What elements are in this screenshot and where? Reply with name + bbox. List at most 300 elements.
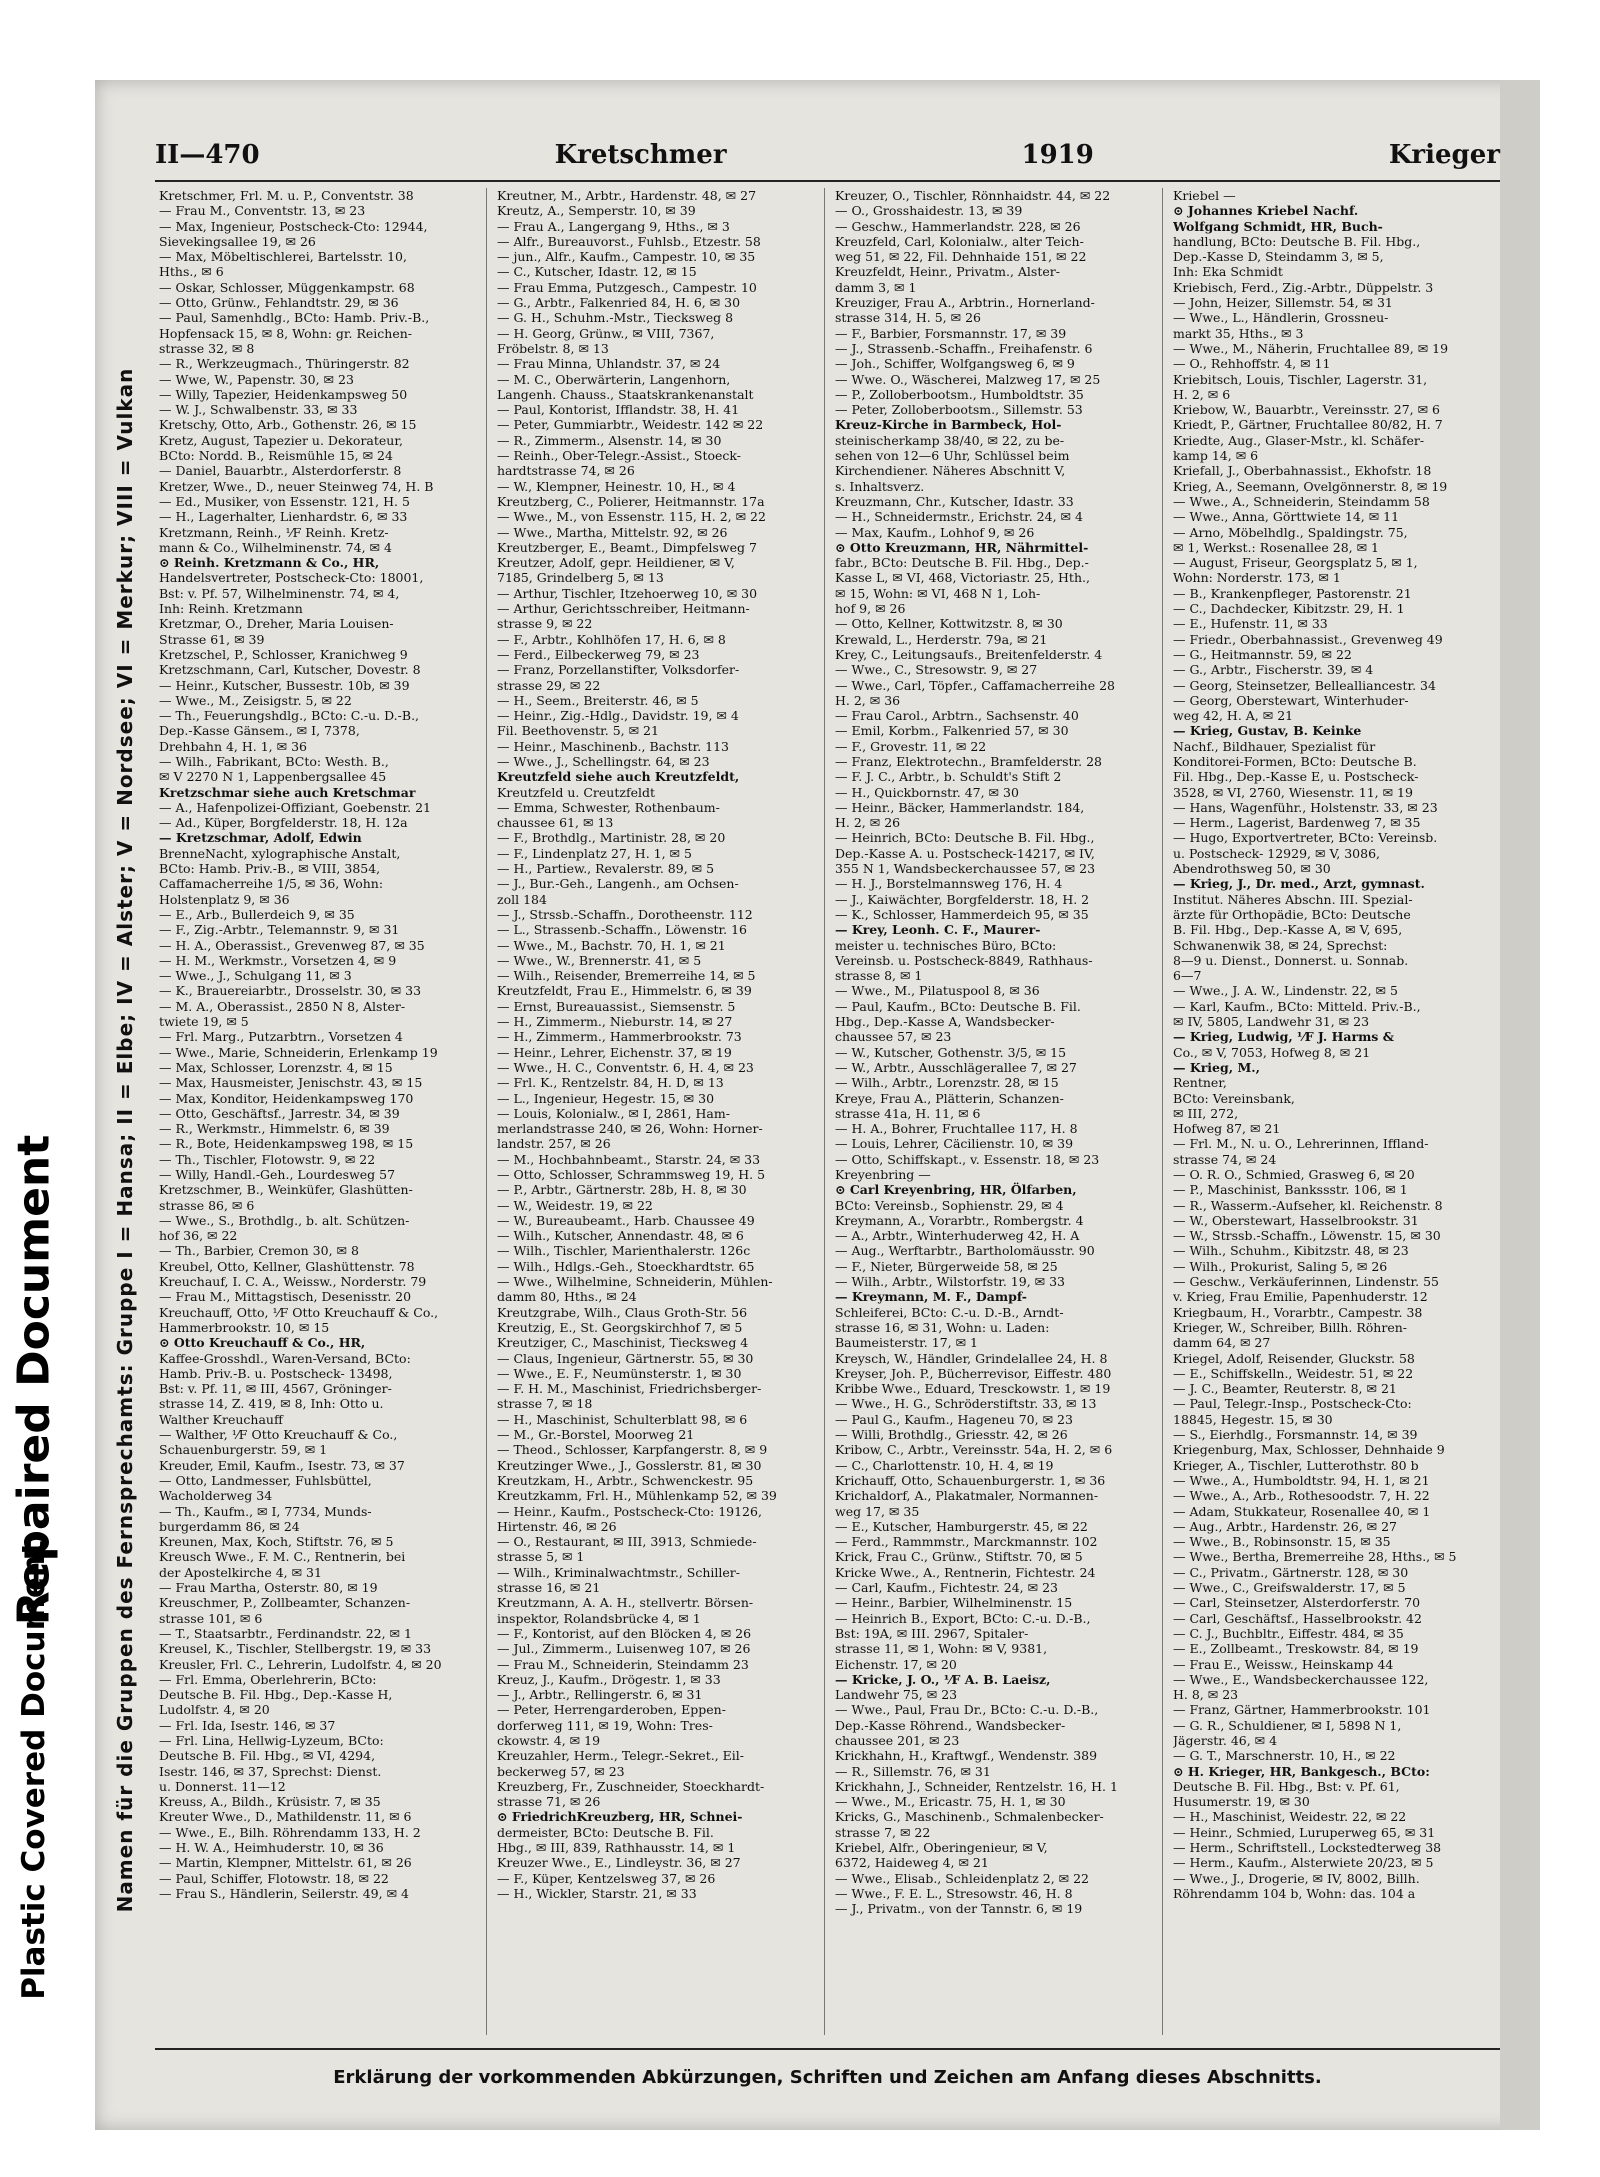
directory-entry: — Arthur, Tischler, Itzehoerweg 10, ✉ 30 bbox=[497, 585, 758, 601]
directory-entry: der Apostelkirche 4, ✉ 31 bbox=[159, 1564, 322, 1580]
directory-entry: — Wwe., C., Greifswalderstr. 17, ✉ 5 bbox=[1173, 1580, 1406, 1596]
directory-entry: Isestr. 146, ✉ 37, Sprechst: Dienst. bbox=[159, 1763, 382, 1779]
directory-entry: Deutsche B. Fil. Hbg., ✉ VI, 4294, bbox=[159, 1748, 376, 1764]
directory-entry: — Frl. Emma, Oberlehrerin, BCto: bbox=[159, 1671, 377, 1687]
directory-entry: — Krieg, Gustav, B. Keinke bbox=[1173, 723, 1362, 739]
directory-entry: — Wwe., W., Brennerstr. 41, ✉ 5 bbox=[497, 952, 702, 968]
directory-entry: Kricke Wwe., A., Rentnerin, Fichtestr. 24 bbox=[835, 1564, 1096, 1580]
directory-entry: Institut. Näheres Abschn. III. Spezial- bbox=[1173, 891, 1413, 907]
directory-entry: — Kreymann, M. F., Dampf- bbox=[835, 1289, 1027, 1305]
directory-entry: — Wwe., A., Schneiderin, Steindamm 58 bbox=[1173, 493, 1430, 509]
directory-entry: — Jul., Zimmerm., Luisenweg 107, ✉ 26 bbox=[497, 1641, 751, 1657]
directory-entry: — Adam, Stukkateur, Rosenallee 40, ✉ 1 bbox=[1173, 1503, 1431, 1519]
directory-entry: BCto: Vereinsbank, bbox=[1173, 1090, 1295, 1106]
page-header bbox=[155, 135, 1500, 175]
directory-entry: — F. J. C., Arbtr., b. Schuldt's Stift 2 bbox=[835, 769, 1062, 785]
directory-entry: — E., Schiffskelln., Weidestr. 51, ✉ 22 bbox=[1173, 1365, 1414, 1381]
directory-entry: sehen von 12—6 Uhr, Schlüssel beim bbox=[835, 448, 1070, 464]
directory-entry: — Otto, Schiffskapt., v. Essenstr. 18, ✉ 23 bbox=[835, 1151, 1100, 1167]
directory-entry: — W., Kutscher, Gothenstr. 3/5, ✉ 15 bbox=[835, 1044, 1067, 1060]
directory-entry: Krickhahn, J., Schneider, Rentzelstr. 16, H. 1 bbox=[835, 1778, 1118, 1794]
directory-entry: — Friedr., Oberbahnassist., Grevenweg 49 bbox=[1173, 631, 1443, 647]
directory-entry: — Heinr., Maschinenb., Bachstr. 113 bbox=[497, 738, 730, 754]
directory-entry: — Th., Feuerungshdlg., BCto: C.-u. D.-B., bbox=[159, 708, 420, 724]
directory-entry: Kreuder, Emil, Kaufm., Isestr. 73, ✉ 37 bbox=[159, 1457, 405, 1473]
directory-entry: ⊙ FriedrichKreuzberg, HR, Schnei- bbox=[497, 1809, 743, 1825]
directory-entry: — Heinr., Kutscher, Bussestr. 10b, ✉ 39 bbox=[159, 677, 410, 693]
directory-entry: Kreusel, K., Tischler, Stellbergstr. 19, ✉ 33 bbox=[159, 1641, 432, 1657]
directory-entry: Fröbelstr. 8, ✉ 13 bbox=[497, 340, 609, 356]
directory-entry: — Willy, Tapezier, Heidenkampsweg 50 bbox=[159, 386, 408, 402]
directory-entry: — W., Oberstewart, Hasselbrookstr. 31 bbox=[1173, 1212, 1419, 1228]
directory-entry: — Aug., Arbtr., Hardenstr. 26, ✉ 27 bbox=[1173, 1518, 1397, 1534]
directory-entry: 6—7 bbox=[1173, 968, 1202, 984]
directory-entry: Kreutzinger Wwe., J., Gosslerstr. 81, ✉ 30 bbox=[497, 1457, 762, 1473]
directory-entry: — Ad., Küper, Borgfelderstr. 18, H. 12a bbox=[159, 815, 408, 831]
directory-entry: — W., Bureaubeamt., Harb. Chaussee 49 bbox=[497, 1212, 755, 1228]
directory-entry: Kricks, G., Maschinenb., Schmalenbecker- bbox=[835, 1809, 1104, 1825]
directory-entry: — Ernst, Bureauassist., Siemsenstr. 5 bbox=[497, 998, 736, 1014]
directory-entry: — Herm., Schriftstell., Lockstedterweg 38 bbox=[1173, 1840, 1442, 1856]
directory-entry: Kreutzer, Adolf, gepr. Heildiener, ✉ V, bbox=[497, 555, 735, 571]
directory-entry: strasse 16, ✉ 31, Wohn: u. Laden: bbox=[835, 1319, 1050, 1335]
directory-entry: — G., Heitmannstr. 59, ✉ 22 bbox=[1173, 646, 1352, 662]
directory-entry: — H., Wickler, Starstr. 21, ✉ 33 bbox=[497, 1885, 697, 1901]
directory-entry: — C., Dachdecker, Kibitzstr. 29, H. 1 bbox=[1173, 601, 1405, 617]
directory-entry: Kreuchauff, Otto, ⅟F Otto Kreuchauff & Co., bbox=[159, 1304, 439, 1320]
directory-entry: — G. R., Schuldiener, ✉ I, 5898 N 1, bbox=[1173, 1717, 1402, 1733]
directory-entry: — Otto, Landmesser, Fuhlsbüttel, bbox=[159, 1472, 372, 1488]
directory-entry: — Claus, Ingenieur, Gärtnerstr. 55, ✉ 30 bbox=[497, 1350, 754, 1366]
directory-entry: — Wwe., Bertha, Bremerreihe 28, Hths., ✉ 5 bbox=[1173, 1549, 1457, 1565]
directory-entry: Holstenplatz 9, ✉ 36 bbox=[159, 891, 290, 907]
directory-entry: Wacholderweg 34 bbox=[159, 1488, 273, 1504]
directory-entry: Hirtenstr. 46, ✉ 26 bbox=[497, 1518, 617, 1534]
directory-entry: — Wilh., Reisender, Bremerreihe 14, ✉ 5 bbox=[497, 968, 756, 984]
directory-entry: Wohn: Norderstr. 173, ✉ 1 bbox=[1173, 570, 1341, 586]
directory-entry: — W., Weidestr. 19, ✉ 22 bbox=[497, 1197, 653, 1213]
directory-entry: — jun., Alfr., Kaufm., Campestr. 10, ✉ 35 bbox=[497, 249, 756, 265]
directory-entry: — R., Werkzeugmach., Thüringerstr. 82 bbox=[159, 356, 410, 372]
directory-entry: — Emma, Schwester, Rothenbaum- bbox=[497, 799, 720, 815]
directory-entry: BCto: Nordd. B., Reismühle 15, ✉ 24 bbox=[159, 448, 393, 464]
directory-entry: Kreutziger, C., Maschinist, Tiecksweg 4 bbox=[497, 1335, 749, 1351]
directory-entry: — W., Klempner, Heinestr. 10, H., ✉ 4 bbox=[497, 478, 736, 494]
directory-entry: — H., Zimmerm., Nieburstr. 14, ✉ 27 bbox=[497, 1014, 733, 1030]
directory-entry: — O. R. O., Schmied, Grasweg 6, ✉ 20 bbox=[1173, 1167, 1415, 1182]
directory-entry: — Wwe., B., Robinsonstr. 15, ✉ 35 bbox=[1173, 1534, 1391, 1550]
directory-entry: — A., Hafenpolizei-Offiziant, Goebenstr. 21 bbox=[159, 799, 432, 815]
directory-entry: Kriebisch, Ferd., Zig.-Arbtr., Düppelstr. 3 bbox=[1173, 279, 1434, 295]
directory-entry: — H., Zimmerm., Hammerbrookstr. 73 bbox=[497, 1029, 742, 1045]
directory-entry: Kreuz, J., Kaufm., Drögestr. 1, ✉ 33 bbox=[497, 1671, 721, 1687]
side-strip bbox=[0, 0, 68, 2177]
directory-entry: ⊙ Carl Kreyenbring, HR, Ölfarben, bbox=[835, 1182, 1077, 1198]
directory-entry: — J., Strassenb.-Schaffn., Freihafenstr. 6 bbox=[835, 340, 1093, 356]
directory-entry: Kreutzgrabe, Wilh., Claus Groth-Str. 56 bbox=[497, 1304, 748, 1320]
directory-entry: ✉ 15, Wohn: ✉ VI, 468 N 1, Loh- bbox=[835, 585, 1041, 601]
directory-entry: — R., Wasserm.-Aufseher, kl. Reichenstr. 8 bbox=[1173, 1197, 1443, 1213]
directory-entry: — M., Hochbahnbeamt., Starstr. 24, ✉ 33 bbox=[497, 1151, 761, 1167]
directory-entry: Handelsvertreter, Postscheck-Cto: 18001, bbox=[159, 570, 424, 586]
directory-entry: — Ed., Musiker, von Essenstr. 121, H. 5 bbox=[159, 493, 410, 509]
directory-entry: — E., Zollbeamt., Treskowstr. 84, ✉ 19 bbox=[1173, 1641, 1419, 1657]
directory-entry: — Joh., Schiffer, Wolfgangsweg 6, ✉ 9 bbox=[835, 356, 1075, 372]
directory-entry: — Arthur, Gerichtsschreiber, Heitmann- bbox=[497, 601, 750, 617]
directory-entry: — Paul G., Kaufm., Hageneu 70, ✉ 23 bbox=[835, 1411, 1073, 1427]
directory-entry: — F., Grovestr. 11, ✉ 22 bbox=[835, 738, 987, 754]
directory-entry: — Heinr., Schmied, Luruperweg 65, ✉ 31 bbox=[1173, 1824, 1436, 1840]
directory-entry: Krewald, L., Herderstr. 79a, ✉ 21 bbox=[835, 631, 1048, 647]
directory-entry: Dep.-Kasse Gänsem., ✉ I, 7378, bbox=[159, 723, 360, 739]
directory-entry: Kirchendiener. Näheres Abschnitt V, bbox=[835, 463, 1066, 479]
directory-entry: — Geschw., Verkäuferinnen, Lindenstr. 55 bbox=[1173, 1274, 1439, 1290]
column-2 bbox=[493, 188, 825, 2035]
directory-entry: Inh: Eka Schmidt bbox=[1173, 264, 1283, 280]
directory-entry: — Franz, Elektrotechn., Bramfelderstr. 28 bbox=[835, 753, 1102, 769]
directory-entry: — Peter, Gummiarbtr., Weidestr. 142 ✉ 22 bbox=[497, 417, 764, 433]
directory-entry: ⊙ H. Krieger, HR, Bankgesch., BCto: bbox=[1173, 1763, 1430, 1779]
directory-entry: strasse 71, ✉ 26 bbox=[497, 1794, 601, 1810]
directory-entry: Bst: 19A, ✉ III. 2967, Spitaler- bbox=[835, 1625, 1029, 1641]
directory-entry: — Kretzschmar, Adolf, Edwin bbox=[159, 830, 362, 846]
directory-entry: ✉ III, 272, bbox=[1173, 1105, 1239, 1121]
directory-entry: — H., Seem., Breiterstr. 46, ✉ 5 bbox=[497, 692, 699, 708]
directory-entry: ärzte für Orthopädie, BCto: Deutsche bbox=[1173, 906, 1411, 922]
directory-entry: Kreuzer Wwe., E., Lindleystr. 36, ✉ 27 bbox=[497, 1855, 741, 1871]
directory-entry: ✉ IV, 5805, Landwehr 31, ✉ 23 bbox=[1173, 1014, 1370, 1030]
directory-entry: — Wilh., Arbtr., Lorenzstr. 28, ✉ 15 bbox=[835, 1075, 1059, 1091]
directory-entry: — Wilh., Prokurist, Saling 5, ✉ 26 bbox=[1173, 1258, 1388, 1274]
directory-entry: Wolfgang Schmidt, HR, Buch- bbox=[1173, 218, 1383, 234]
directory-entry: — J., Arbtr., Rellingerstr. 6, ✉ 31 bbox=[497, 1687, 703, 1703]
directory-entry: — Frl. K., Rentzelstr. 84, H. D, ✉ 13 bbox=[497, 1075, 724, 1091]
directory-entry: — Wwe., E., Bilh. Röhrendamm 133, H. 2 bbox=[159, 1824, 421, 1840]
directory-entry: — G., Arbtr., Falkenried 84, H. 6, ✉ 30 bbox=[497, 295, 741, 311]
directory-entry: Krichauff, Otto, Schauenburgerstr. 1, ✉ 36 bbox=[835, 1472, 1106, 1488]
directory-entry: — Herm., Lagerist, Bardenweg 7, ✉ 35 bbox=[1173, 815, 1421, 831]
directory-entry: Kretzmann, Reinh., ⅟F Reinh. Kretz- bbox=[159, 524, 389, 540]
directory-entry: Drehbahn 4, H. 1, ✉ 36 bbox=[159, 738, 307, 754]
directory-entry: — Th., Tischler, Flotowstr. 9, ✉ 22 bbox=[159, 1151, 376, 1167]
directory-entry: — Krieg, J., Dr. med., Arzt, gymnast. bbox=[1173, 876, 1425, 892]
directory-entry: — H. A., Bohrer, Fruchtallee 117, H. 8 bbox=[835, 1121, 1078, 1137]
directory-entry: Kretz, August, Tapezier u. Dekorateur, bbox=[159, 432, 403, 448]
directory-entry: — H., Maschinist, Weidestr. 22, ✉ 22 bbox=[1173, 1809, 1407, 1825]
directory-entry: Landwehr 75, ✉ 23 bbox=[835, 1687, 958, 1703]
directory-entry: — G., Arbtr., Fischerstr. 39, ✉ 4 bbox=[1173, 662, 1374, 678]
directory-entry: — Wwe., E., Wandsbeckerchaussee 122, bbox=[1173, 1671, 1429, 1687]
directory-entry: Vereinsb. u. Postscheck-8849, Rathhaus- bbox=[835, 952, 1093, 968]
directory-entry: weg 51, ✉ 22, Fil. Dehnhaide 151, ✉ 22 bbox=[835, 249, 1087, 265]
directory-entry: — J. C., Beamter, Reuterstr. 8, ✉ 21 bbox=[1173, 1381, 1397, 1397]
directory-entry: chaussee 61, ✉ 13 bbox=[497, 815, 614, 831]
directory-entry: — Carl, Kaufm., Fichtestr. 24, ✉ 23 bbox=[835, 1580, 1058, 1596]
directory-entry: Hofweg 87, ✉ 21 bbox=[1173, 1121, 1281, 1137]
directory-entry: Inh: Reinh. Kretzmann bbox=[159, 601, 303, 617]
directory-entry: — Frau Emma, Putzgesch., Campestr. 10 bbox=[497, 279, 757, 295]
directory-entry: — Frl. Ida, Isestr. 146, ✉ 37 bbox=[159, 1717, 336, 1733]
directory-entry: Kretzschmar siehe auch Kretschmar bbox=[159, 784, 416, 800]
directory-entry: — Paul, Samenhdlg., BCto: Hamb. Priv.-B., bbox=[159, 310, 430, 326]
directory-entry: — Frau Minna, Uhlandstr. 37, ✉ 24 bbox=[497, 356, 721, 372]
directory-entry: Kribbe Wwe., Eduard, Tresckowstr. 1, ✉ 19 bbox=[835, 1381, 1111, 1397]
directory-entry: strasse 32, ✉ 8 bbox=[159, 340, 255, 356]
column-1 bbox=[155, 188, 487, 2035]
directory-entry: — O., Rehhoffstr. 4, ✉ 11 bbox=[1173, 356, 1331, 372]
directory-entry: — L., Ingenieur, Hegestr. 15, ✉ 30 bbox=[497, 1090, 715, 1106]
directory-entry: — H., Maschinist, Schulterblatt 98, ✉ 6 bbox=[497, 1411, 748, 1427]
directory-entry: Walther Kreuchauff bbox=[159, 1411, 283, 1427]
directory-entry: — Wwe., Elisab., Schleidenplatz 2, ✉ 22 bbox=[835, 1870, 1089, 1886]
directory-entry: — G. H., Schuhm.-Mstr., Tiecksweg 8 bbox=[497, 310, 734, 326]
directory-entry: ⊙ Reinh. Kretzmann & Co., HR, bbox=[159, 555, 380, 571]
directory-entry: 3528, ✉ VI, 2760, Wiesenstr. 11, ✉ 19 bbox=[1173, 784, 1413, 800]
directory-entry: — Krey, Leonh. C. F., Maurer- bbox=[835, 922, 1041, 938]
directory-entry: Kriefall, J., Oberbahnassist., Ekhofstr. 18 bbox=[1173, 463, 1432, 479]
directory-entry: damm 64, ✉ 27 bbox=[1173, 1335, 1271, 1351]
directory-entry: Kreuz-Kirche in Barmbeck, Hol- bbox=[835, 417, 1062, 433]
directory-entry: strasse 9, ✉ 22 bbox=[497, 616, 593, 632]
directory-entry: Kreymann, A., Vorarbtr., Rombergstr. 4 bbox=[835, 1212, 1084, 1228]
directory-entry: — Otto, Geschäftsf., Jarrestr. 34, ✉ 39 bbox=[159, 1105, 400, 1121]
directory-entry: — R., Sillemstr. 76, ✉ 31 bbox=[835, 1763, 991, 1779]
directory-entry: Kriegenburg, Max, Schlosser, Dehnhaide 9 bbox=[1173, 1442, 1445, 1458]
directory-entry: — Frl. Lina, Hellwig-Lyzeum, BCto: bbox=[159, 1732, 384, 1748]
directory-entry: handlung, BCto: Deutsche B. Fil. Hbg., bbox=[1173, 233, 1421, 249]
directory-entry: Kreusch Wwe., F. M. C., Rentnerin, bei bbox=[159, 1549, 406, 1565]
directory-entry: kamp 14, ✉ 6 bbox=[1173, 448, 1259, 464]
directory-entry: — Wwe., M., Näherin, Fruchtallee 89, ✉ 19 bbox=[1173, 340, 1449, 356]
directory-entry: — Wwe., A., Arb., Rothesoodstr. 7, H. 22 bbox=[1173, 1488, 1430, 1504]
directory-entry: — Wwe., Carl, Töpfer., Caffamacherreihe 28 bbox=[835, 677, 1115, 693]
directory-entry: — Herm., Kaufm., Alsterwiete 20/23, ✉ 5 bbox=[1173, 1855, 1434, 1871]
directory-entry: — H. J., Borstelmannsweg 176, H. 4 bbox=[835, 876, 1063, 892]
directory-entry: — E., Arb., Bullerdeich 9, ✉ 35 bbox=[159, 906, 355, 922]
directory-entry: u. Postscheck- 12929, ✉ V, 3086, bbox=[1173, 845, 1381, 861]
directory-entry: — Wwe., H. C., Conventstr. 6, H. 4, ✉ 23 bbox=[497, 1059, 754, 1075]
directory-entry: — C., Privatm., Gärtnerstr. 128, ✉ 30 bbox=[1173, 1564, 1409, 1580]
directory-entry: strasse 314, H. 5, ✉ 26 bbox=[835, 310, 981, 326]
directory-entry: Kreuzfeld, Carl, Kolonialw., alter Teich- bbox=[835, 233, 1084, 249]
directory-entry: hof 9, ✉ 26 bbox=[835, 601, 906, 617]
directory-entry: ✉ V 2270 N 1, Lappenbergsallee 45 bbox=[159, 769, 387, 785]
directory-entry: — Wilh., Schuhm., Kibitzstr. 48, ✉ 23 bbox=[1173, 1243, 1409, 1259]
directory-entry: Kretzschel, P., Schlosser, Kranichweg 9 bbox=[159, 646, 408, 662]
directory-entry: — F., Kontorist, auf den Blöcken 4, ✉ 26 bbox=[497, 1625, 752, 1641]
directory-entry: — John, Heizer, Sillemstr. 54, ✉ 31 bbox=[1173, 295, 1393, 311]
directory-entry: Kretzer, Wwe., D., neuer Steinweg 74, H. B bbox=[159, 478, 434, 494]
directory-entry: — Krieg, M., bbox=[1173, 1059, 1260, 1075]
directory-entry: Krieger, A., Tischler, Lutterothstr. 80 b bbox=[1173, 1457, 1419, 1473]
directory-entry: Kreutzfeldt, Frau E., Himmelstr. 6, ✉ 39 bbox=[497, 983, 752, 999]
directory-entry: Kreutzig, E., St. Georgskirchhof 7, ✉ 5 bbox=[497, 1319, 743, 1335]
header-right-word: Krieger bbox=[1388, 140, 1500, 170]
directory-entry: — W., Arbtr., Ausschlägerallee 7, ✉ 27 bbox=[835, 1059, 1077, 1075]
directory-entry: — Frl. Marg., Putzarbtrn., Vorsetzen 4 bbox=[159, 1029, 403, 1045]
directory-entry: Kaffee-Grosshdl., Waren-Versand, BCto: bbox=[159, 1350, 411, 1366]
directory-entry: Deutsche B. Fil. Hbg., Dep.-Kasse H, bbox=[159, 1687, 393, 1703]
directory-entry: Kriebel — bbox=[1173, 188, 1236, 203]
directory-entry: chaussee 57, ✉ 23 bbox=[835, 1029, 952, 1045]
directory-entry: — Max, Hausmeister, Jenischstr. 43, ✉ 15 bbox=[159, 1075, 423, 1091]
directory-entry: — Paul, Kontorist, Ifflandstr. 38, H. 41 bbox=[497, 402, 740, 418]
directory-entry: mann & Co., Wilhelminenstr. 74, ✉ 4 bbox=[159, 539, 392, 555]
directory-entry: Krieg, A., Seemann, Ovelgönnerstr. 8, ✉ 19 bbox=[1173, 478, 1448, 494]
directory-entry: Krichaldorf, A., Plakatmaler, Normannen- bbox=[835, 1488, 1099, 1504]
directory-entry: — Heinr., Lehrer, Eichenstr. 37, ✉ 19 bbox=[497, 1044, 732, 1060]
directory-entry: markt 35, Hths., ✉ 3 bbox=[1173, 325, 1304, 341]
directory-entry: Ludolfstr. 4, ✉ 20 bbox=[159, 1702, 270, 1718]
directory-entry: Deutsche B. Fil. Hbg., Bst: v. Pf. 61, bbox=[1173, 1778, 1400, 1794]
directory-entry: Kreuzer, O., Tischler, Rönnhaidstr. 44, ✉ 22 bbox=[835, 188, 1111, 203]
directory-entry: — J., Bur.-Geh., Langenh., am Ochsen- bbox=[497, 876, 739, 892]
directory-entry: Kreutz, A., Semperstr. 10, ✉ 39 bbox=[497, 203, 696, 219]
directory-entry: Hamb. Priv.-B. u. Postscheck- 13498, bbox=[159, 1365, 393, 1381]
directory-entry: — Heinr., Bäcker, Hammerlandstr. 184, bbox=[835, 799, 1085, 815]
directory-entry: — H., Schneidermstr., Erichstr. 24, ✉ 4 bbox=[835, 509, 1083, 525]
directory-entry: Hbg., ✉ III, 839, Rathhausstr. 14, ✉ 1 bbox=[497, 1840, 736, 1856]
directory-entry: — Frau M., Mittagstisch, Desenisstr. 20 bbox=[159, 1289, 412, 1305]
directory-entry: — Th., Kaufm., ✉ I, 7734, Munds- bbox=[159, 1503, 372, 1519]
directory-entry: — Wwe., J., Drogerie, ✉ IV, 8002, Billh. bbox=[1173, 1870, 1420, 1886]
directory-entry: — J., Kaiwächter, Borgfelderstr. 18, H. 2 bbox=[835, 891, 1090, 907]
directory-entry: — Martin, Klempner, Mittelstr. 61, ✉ 26 bbox=[159, 1855, 412, 1871]
directory-entry: — Oskar, Schlosser, Müggenkampstr. 68 bbox=[159, 279, 415, 295]
directory-entry: H. 2, ✉ 36 bbox=[835, 692, 901, 708]
directory-entry: — O., Restaurant, ✉ III, 3913, Schmiede- bbox=[497, 1534, 757, 1550]
directory-entry: damm 3, ✉ 1 bbox=[835, 279, 917, 295]
directory-entry: Jägerstr. 46, ✉ 4 bbox=[1173, 1732, 1278, 1748]
directory-entry: Konditorei-Formen, BCto: Deutsche B. bbox=[1173, 753, 1417, 769]
directory-entry: strasse 41a, H. 11, ✉ 6 bbox=[835, 1105, 981, 1121]
directory-entry: H. 2, ✉ 26 bbox=[835, 815, 901, 831]
directory-entry: Kriegel, Adolf, Reisender, Gluckstr. 58 bbox=[1173, 1350, 1415, 1366]
directory-entry: Schwanenwik 38, ✉ 24, Sprechst: bbox=[1173, 937, 1388, 953]
directory-entry: Kribow, C., Arbtr., Vereinsstr. 54a, H. 2, ✉ 6 bbox=[835, 1442, 1113, 1458]
directory-entry: v. Krieg, Frau Emilie, Papenhuderstr. 12 bbox=[1173, 1289, 1428, 1305]
directory-entry: — Wwe., M., Pilatuspool 8, ✉ 36 bbox=[835, 983, 1040, 999]
directory-entry: — Frl. M., N. u. O., Lehrerinnen, Iffland- bbox=[1173, 1136, 1429, 1152]
directory-entry: Hths., ✉ 6 bbox=[159, 264, 224, 280]
directory-entry: — Geschw., Hammerlandstr. 228, ✉ 26 bbox=[835, 218, 1081, 234]
directory-entry: — Wwe., A., Humboldtstr. 94, H. 1, ✉ 21 bbox=[1173, 1472, 1430, 1488]
directory-entry: Krickhahn, H., Kraftwgf., Wendenstr. 389 bbox=[835, 1748, 1098, 1764]
directory-entry: — Wwe, W., Papenstr. 30, ✉ 23 bbox=[159, 371, 354, 387]
directory-entry: — Wwe., J., Schulgang 11, ✉ 3 bbox=[159, 968, 352, 984]
directory-entry: Kreuzberg, Fr., Zuschneider, Stoeckhardt- bbox=[497, 1778, 765, 1794]
directory-entry: — Peter, Herrengarderoben, Eppen- bbox=[497, 1702, 726, 1718]
header-left-word: Kretschmer bbox=[554, 140, 727, 170]
directory-entry: — Frau E., Weissw., Heinskamp 44 bbox=[1173, 1656, 1394, 1672]
directory-entry: — Daniel, Bauarbtr., Alsterdorferstr. 8 bbox=[159, 463, 402, 479]
directory-entry: — Frau M., Conventstr. 13, ✉ 23 bbox=[159, 203, 366, 219]
directory-entry: Langenh. Chauss., Staatskrankenanstalt bbox=[497, 386, 754, 402]
directory-entry: twiete 19, ✉ 5 bbox=[159, 1014, 249, 1030]
directory-entry: — O., Grosshaidestr. 13, ✉ 39 bbox=[835, 203, 1023, 219]
directory-entry: — L., Strassenb.-Schaffn., Löwenstr. 16 bbox=[497, 922, 747, 938]
directory-entry: — Arno, Möbelhdlg., Spaldingstr. 75, bbox=[1173, 524, 1408, 540]
directory-entry: landstr. 257, ✉ 26 bbox=[497, 1136, 611, 1152]
directory-entry: 6372, Haideweg 4, ✉ 21 bbox=[835, 1855, 989, 1871]
directory-entry: Dep.-Kasse Röhrend., Wandsbecker- bbox=[835, 1717, 1066, 1733]
directory-entry: Bst: v. Pf. 57, Wilhelminenstr. 74, ✉ 4, bbox=[159, 585, 400, 601]
directory-entry: — Heinr., Zig.-Hdlg., Davidstr. 19, ✉ 4 bbox=[497, 708, 739, 724]
directory-entry: — Hans, Wagenführ., Holstenstr. 33, ✉ 23 bbox=[1173, 799, 1438, 815]
directory-entry: — Otto, Grünw., Fehlandtstr. 29, ✉ 36 bbox=[159, 295, 399, 311]
directory-entry: — Heinr., Barbier, Wilhelminenstr. 15 bbox=[835, 1595, 1073, 1611]
directory-entry: — Louis, Lehrer, Cäcilienstr. 10, ✉ 39 bbox=[835, 1136, 1074, 1152]
directory-entry: — Willi, Brothdlg., Griesstr. 42, ✉ 26 bbox=[835, 1427, 1068, 1443]
directory-entry: — Paul, Schiffer, Flotowstr. 18, ✉ 22 bbox=[159, 1870, 389, 1886]
directory-entry: — Wilh., Tischler, Marienthalerstr. 126c bbox=[497, 1243, 751, 1259]
directory-entry: — R., Werkmstr., Himmelstr. 6, ✉ 39 bbox=[159, 1121, 390, 1137]
directory-entry: Krick, Frau C., Grünw., Stiftstr. 70, ✉ 5 bbox=[835, 1549, 1083, 1565]
directory-entry: — Wwe., M., von Essenstr. 115, H. 2, ✉ 22 bbox=[497, 509, 766, 525]
directory-entry: — H. W. A., Heimhuderstr. 10, ✉ 36 bbox=[159, 1840, 384, 1856]
directory-entry: — M. C., Oberwärterin, Langenhorn, bbox=[497, 371, 731, 387]
directory-entry: BCto: Hamb. Priv.-B., ✉ VIII, 3854, bbox=[159, 861, 381, 877]
directory-entry: — Heinrich B., Export, BCto: C.-u. D.-B., bbox=[835, 1610, 1091, 1626]
directory-entry: weg 42, H. A, ✉ 21 bbox=[1173, 708, 1294, 724]
directory-entry: — Ferd., Rammmstr., Marckmannstr. 102 bbox=[835, 1534, 1098, 1550]
directory-entry: — Emil, Korbm., Falkenried 57, ✉ 30 bbox=[835, 723, 1069, 739]
directory-entry: — August, Friseur, Georgsplatz 5, ✉ 1, bbox=[1173, 555, 1418, 571]
directory-entry: Krey, C., Leitungsaufs., Breitenfelderstr. 4 bbox=[835, 646, 1103, 662]
header-year: 1919 bbox=[1021, 140, 1094, 170]
directory-entry: 8—9 u. Dienst., Donnerst. u. Sonnab. bbox=[1173, 952, 1409, 968]
directory-entry: — F. H. M., Maschinist, Friedrichsberger- bbox=[497, 1381, 762, 1397]
directory-entry: Caffamacherreihe 1/5, ✉ 36, Wohn: bbox=[159, 876, 384, 892]
directory-entry: — Ferd., Eilbeckerweg 79, ✉ 23 bbox=[497, 646, 700, 662]
directory-entry: — Wwe., Paul, Frau Dr., BCto: C.-u. D.-B., bbox=[835, 1702, 1099, 1718]
directory-entry: Krieger, W., Schreiber, Billh. Röhren- bbox=[1173, 1319, 1407, 1335]
directory-entry: — Max, Ingenieur, Postscheck-Cto: 12944, bbox=[159, 218, 428, 234]
directory-entry: — Frau Martha, Osterstr. 80, ✉ 19 bbox=[159, 1580, 378, 1596]
directory-entry: — Franz, Gärtner, Hammerbrookstr. 101 bbox=[1173, 1702, 1431, 1718]
directory-entry: — E., Hufenstr. 11, ✉ 33 bbox=[1173, 616, 1328, 632]
directory-entry: — Aug., Werftarbtr., Bartholomäusstr. 90 bbox=[835, 1243, 1095, 1259]
directory-entry: ✉ 1, Werkst.: Rosenallee 28, ✉ 1 bbox=[1173, 539, 1379, 555]
directory-entry: — Wwe., M., Bachstr. 70, H. 1, ✉ 21 bbox=[497, 937, 726, 953]
directory-entry: — Wwe., J. A. W., Lindenstr. 22, ✉ 5 bbox=[1173, 983, 1398, 999]
directory-entry: — W. J., Schwalbenstr. 33, ✉ 33 bbox=[159, 402, 358, 418]
directory-entry: — T., Staatsarbtr., Ferdinandstr. 22, ✉ 1 bbox=[159, 1625, 412, 1641]
directory-entry: Fil. Beethovenstr. 5, ✉ 21 bbox=[497, 723, 659, 739]
directory-entry: — Max, Schlosser, Lorenzstr. 4, ✉ 15 bbox=[159, 1059, 393, 1075]
directory-entry: Hopfensack 15, ✉ 8, Wohn: gr. Reichen- bbox=[159, 325, 413, 341]
directory-entry: — Wilh., Hdlgs.-Geh., Stoeckhardtstr. 65 bbox=[497, 1258, 755, 1274]
directory-entry: Kreutzkamm, Frl. H., Mühlenkamp 52, ✉ 39 bbox=[497, 1488, 777, 1504]
directory-entry: — Wwe. O., Wäscherei, Malzweg 17, ✉ 25 bbox=[835, 371, 1101, 387]
directory-entry: Nachf., Bildhauer, Spezialist für bbox=[1173, 738, 1376, 754]
directory-entry: — B., Krankenpfleger, Pastorenstr. 21 bbox=[1173, 585, 1412, 601]
directory-entry: ckowstr. 4, ✉ 19 bbox=[497, 1732, 601, 1748]
directory-entry: Schleiferei, BCto: C.-u. D.-B., Arndt- bbox=[835, 1304, 1064, 1320]
directory-entry: Kreuschmer, P., Zollbeamter, Schanzen- bbox=[159, 1595, 411, 1611]
directory-entry: Kreyenbring — bbox=[835, 1167, 931, 1182]
directory-entry: B. Fil. Hbg., Dep.-Kasse A, ✉ V, 695, bbox=[1173, 922, 1403, 938]
directory-entry: — Franz, Porzellanstifter, Volksdorfer- bbox=[497, 662, 740, 678]
page-number: II—470 bbox=[155, 140, 260, 170]
directory-entry: Co., ✉ V, 7053, Hofweg 8, ✉ 21 bbox=[1173, 1044, 1371, 1060]
directory-entry: — Wwe., M., Ericastr. 75, H. 1, ✉ 30 bbox=[835, 1794, 1066, 1810]
directory-entry: — H. Georg, Grünw., ✉ VIII, 7367, bbox=[497, 325, 715, 341]
directory-entry: — Walther, ⅟F Otto Kreuchauff & Co., bbox=[159, 1427, 398, 1443]
directory-entry: Kasse L, ✉ VI, 468, Victoriastr. 25, Hth., bbox=[835, 570, 1090, 586]
directory-entry: Abendrothsweg 50, ✉ 30 bbox=[1173, 861, 1331, 877]
directory-entry: Kriebitsch, Louis, Tischler, Lagerstr. 31, bbox=[1173, 371, 1428, 387]
